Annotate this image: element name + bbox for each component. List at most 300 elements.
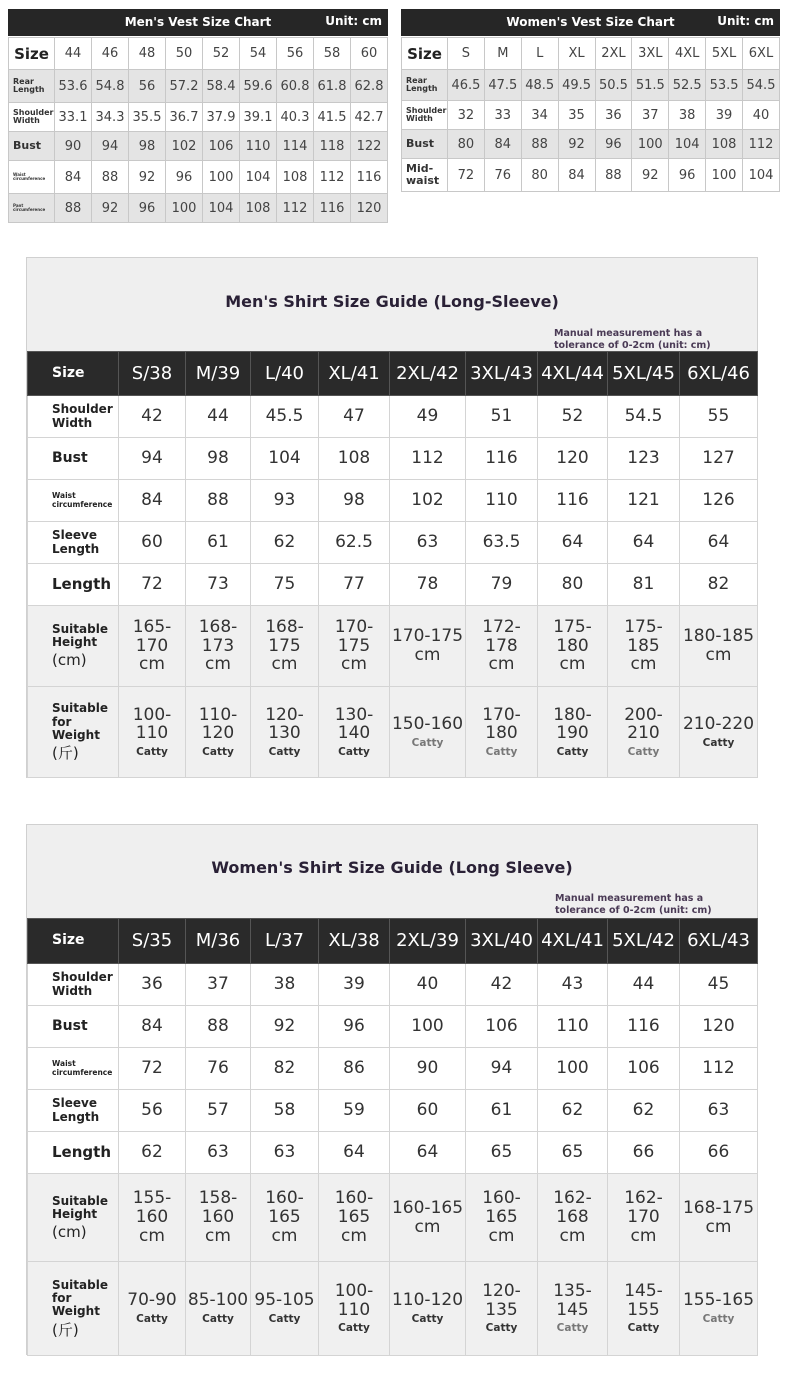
- height-range: 160-165: [482, 1188, 521, 1228]
- row-label: Shoulder Width: [28, 964, 119, 1006]
- value-cell: 39.1: [240, 103, 277, 132]
- row-label: Rear Length: [9, 70, 55, 103]
- height-range: 180-185: [682, 626, 755, 647]
- womens-vest-unit: Unit: cm: [717, 14, 774, 28]
- shirt-row-length: [28, 564, 758, 606]
- value-cell: 49.5: [558, 70, 595, 101]
- size-cell: 4XL/41: [538, 919, 608, 964]
- value-cell: 118: [314, 132, 351, 161]
- weight-range: 150-160: [391, 713, 464, 734]
- height-range: 172-178: [482, 616, 521, 656]
- value-cell: 98: [129, 132, 166, 161]
- mens-vest-table: [8, 37, 388, 223]
- value-cell: 104: [203, 194, 240, 223]
- weight-range: 120-130: [265, 704, 304, 744]
- value-cell: 39: [319, 964, 390, 1006]
- value-cell: 116: [538, 480, 608, 522]
- size-cell: 6XL/43: [680, 919, 758, 964]
- value-cell: 34: [521, 101, 558, 130]
- vest-row-mid-waist: [402, 159, 780, 192]
- size-cell: L: [521, 38, 558, 70]
- row-label: Bust: [28, 438, 119, 480]
- value-cell: 55: [680, 396, 758, 438]
- size-label: Size: [28, 352, 119, 396]
- womens-shirt-table: [27, 918, 758, 1356]
- height-unit: cm: [139, 1225, 165, 1246]
- weight-unit: Catty: [136, 745, 168, 758]
- height-unit: cm: [705, 1216, 732, 1237]
- mens-vest-title-bar: [8, 9, 388, 36]
- mens-shirt-table: [27, 351, 758, 778]
- shirt-row-waist-circumference: [28, 480, 758, 522]
- value-cell: 94: [119, 438, 186, 480]
- value-cell: 98: [319, 480, 390, 522]
- row-label: Bust: [402, 130, 448, 159]
- row-label: [28, 1174, 119, 1262]
- womens-vest-body: [402, 38, 780, 192]
- shirt-row-suitable-weight: [28, 687, 758, 778]
- value-cell: 98: [186, 438, 251, 480]
- weight-cell: [390, 687, 466, 778]
- weight-cell: [608, 687, 680, 778]
- value-cell: 123: [608, 438, 680, 480]
- value-cell: 43: [538, 964, 608, 1006]
- weight-unit-label: (斤): [52, 744, 79, 763]
- vest-row-bust: [9, 132, 388, 161]
- value-cell: 94: [92, 132, 129, 161]
- shirt-row-shoulder-width: [28, 964, 758, 1006]
- value-cell: 79: [466, 564, 538, 606]
- size-cell: 60: [351, 38, 388, 70]
- height-unit: cm: [139, 654, 165, 675]
- mens-shirt-panel: [26, 257, 758, 778]
- value-cell: 64: [680, 522, 758, 564]
- height-unit-label: (cm): [52, 1222, 87, 1241]
- value-cell: 104: [240, 161, 277, 194]
- value-cell: 75: [251, 564, 319, 606]
- value-cell: 100: [166, 194, 203, 223]
- value-cell: 104: [251, 438, 319, 480]
- height-cell: [538, 606, 608, 687]
- height-unit: cm: [630, 1225, 657, 1246]
- row-label: Rear Length: [402, 70, 448, 101]
- height-range: 162-170: [624, 1188, 663, 1228]
- size-cell: 3XL: [632, 38, 669, 70]
- value-cell: 100: [538, 1048, 608, 1090]
- height-unit: cm: [559, 654, 586, 675]
- size-cell: 3XL/40: [466, 919, 538, 964]
- height-unit: cm: [705, 645, 732, 665]
- height-range: 168-173: [198, 616, 238, 656]
- height-label: Suitable Height: [52, 1193, 108, 1221]
- height-label: Suitable Height: [52, 622, 108, 650]
- weight-cell: [466, 1262, 538, 1356]
- size-cell: 54: [240, 38, 277, 70]
- height-unit: cm: [271, 654, 298, 675]
- value-cell: 62: [608, 1090, 680, 1132]
- value-cell: 39: [706, 101, 743, 130]
- size-cell: L/37: [251, 919, 319, 964]
- value-cell: 64: [319, 1132, 390, 1174]
- size-label: Size: [402, 38, 448, 70]
- value-cell: 92: [251, 1006, 319, 1048]
- value-cell: 121: [608, 480, 680, 522]
- value-cell: 120: [538, 438, 608, 480]
- weight-cell: [390, 1262, 466, 1356]
- value-cell: 76: [484, 159, 521, 192]
- height-cell: [186, 1174, 251, 1262]
- weight-unit: Catty: [485, 1322, 518, 1335]
- height-unit: cm: [488, 1225, 515, 1246]
- weight-cell: [680, 1262, 758, 1356]
- weight-range: 170-180: [482, 704, 521, 744]
- value-cell: 66: [680, 1132, 758, 1174]
- height-range: 168-175: [265, 616, 304, 656]
- weight-unit: Catty: [556, 745, 589, 758]
- size-cell: XL/38: [319, 919, 390, 964]
- value-cell: 80: [521, 159, 558, 192]
- size-cell: M: [484, 38, 521, 70]
- height-unit: cm: [341, 654, 367, 675]
- value-cell: 116: [608, 1006, 680, 1048]
- value-cell: 116: [351, 161, 388, 194]
- value-cell: 88: [595, 159, 632, 192]
- size-cell: L/40: [251, 352, 319, 396]
- shirt-row-bust: [28, 438, 758, 480]
- shirt-row-bust: [28, 1006, 758, 1048]
- height-cell: [119, 1174, 186, 1262]
- value-cell: 42.7: [351, 103, 388, 132]
- size-cell: 44: [55, 38, 92, 70]
- value-cell: 108: [277, 161, 314, 194]
- shirt-row-sleeve-length: [28, 1090, 758, 1132]
- value-cell: 93: [251, 480, 319, 522]
- value-cell: 96: [595, 130, 632, 159]
- value-cell: 56: [129, 70, 166, 103]
- value-cell: 48.5: [521, 70, 558, 101]
- weight-unit: Catty: [411, 1313, 444, 1326]
- shirt-size-row: [28, 352, 758, 396]
- height-unit: cm: [559, 1225, 586, 1246]
- height-cell: [608, 606, 680, 687]
- height-range: 175-180: [553, 616, 592, 656]
- value-cell: 42: [466, 964, 538, 1006]
- value-cell: 38: [251, 964, 319, 1006]
- weight-range: 85-100: [187, 1290, 249, 1311]
- value-cell: 88: [55, 194, 92, 223]
- height-range: 162-168: [553, 1188, 592, 1228]
- mens-vest-body: [9, 38, 388, 223]
- size-cell: 58: [314, 38, 351, 70]
- value-cell: 72: [119, 1048, 186, 1090]
- weight-unit: Catty: [268, 1313, 301, 1326]
- value-cell: 92: [92, 194, 129, 223]
- row-label: [28, 606, 119, 687]
- value-cell: 88: [186, 480, 251, 522]
- value-cell: 116: [466, 438, 538, 480]
- value-cell: 61: [186, 522, 251, 564]
- value-cell: 88: [92, 161, 129, 194]
- womens-vest-title-bar: [401, 9, 780, 36]
- value-cell: 63.5: [466, 522, 538, 564]
- weight-range: 200-210: [624, 704, 663, 744]
- height-cell: [680, 1174, 758, 1262]
- weight-unit: Catty: [268, 745, 301, 758]
- value-cell: 53.6: [55, 70, 92, 103]
- vest-row-shoulder-width: [9, 103, 388, 132]
- row-label: Shoulder Width: [402, 101, 448, 130]
- value-cell: 52: [538, 396, 608, 438]
- value-cell: 50.5: [595, 70, 632, 101]
- value-cell: 60: [390, 1090, 466, 1132]
- value-cell: 102: [166, 132, 203, 161]
- value-cell: 54.5: [608, 396, 680, 438]
- weight-label: Suitable for Weight: [52, 1277, 108, 1319]
- weight-cell: [680, 687, 758, 778]
- height-unit: cm: [271, 1225, 298, 1246]
- height-cell: [390, 1174, 466, 1262]
- vest-row-bust: [402, 130, 780, 159]
- row-label: Shoulder Width: [28, 396, 119, 438]
- row-label: Length: [28, 1132, 119, 1174]
- size-label: Size: [9, 38, 55, 70]
- value-cell: 122: [351, 132, 388, 161]
- mens-shirt-body: [28, 352, 758, 778]
- value-cell: 35: [558, 101, 595, 130]
- value-cell: 56: [119, 1090, 186, 1132]
- value-cell: 58: [251, 1090, 319, 1132]
- height-unit: cm: [341, 1225, 367, 1246]
- value-cell: 86: [319, 1048, 390, 1090]
- value-cell: 66: [608, 1132, 680, 1174]
- value-cell: 106: [466, 1006, 538, 1048]
- height-unit-label: (cm): [52, 651, 87, 670]
- size-cell: S/38: [119, 352, 186, 396]
- height-range: 165-170: [132, 616, 172, 656]
- value-cell: 84: [119, 480, 186, 522]
- weight-cell: [186, 1262, 251, 1356]
- shirt-row-waist-circumference: [28, 1048, 758, 1090]
- weight-cell: [119, 1262, 186, 1356]
- row-label: Mid-waist: [402, 159, 448, 192]
- weight-range: 155-165: [682, 1290, 755, 1311]
- height-cell: [119, 606, 186, 687]
- mens-shirt-title: Men's Shirt Size Guide (Long-Sleeve): [225, 292, 559, 311]
- height-cell: [466, 1174, 538, 1262]
- weight-cell: [608, 1262, 680, 1356]
- weight-unit: Catty: [702, 1313, 735, 1326]
- value-cell: 120: [680, 1006, 758, 1048]
- value-cell: 90: [55, 132, 92, 161]
- value-cell: 81: [608, 564, 680, 606]
- value-cell: 61: [466, 1090, 538, 1132]
- value-cell: 60: [119, 522, 186, 564]
- value-cell: 92: [558, 130, 595, 159]
- weight-cell: [119, 687, 186, 778]
- value-cell: 42: [119, 396, 186, 438]
- value-cell: 108: [240, 194, 277, 223]
- value-cell: 62: [538, 1090, 608, 1132]
- weight-unit: Catty: [485, 745, 518, 758]
- size-cell: 2XL: [595, 38, 632, 70]
- shirt-row-suitable-height: [28, 1174, 758, 1262]
- size-cell: 2XL/39: [390, 919, 466, 964]
- value-cell: 33: [484, 101, 521, 130]
- value-cell: 92: [129, 161, 166, 194]
- value-cell: 88: [186, 1006, 251, 1048]
- row-label: Pant circumference: [9, 194, 55, 223]
- value-cell: 47.5: [484, 70, 521, 101]
- size-cell: 56: [277, 38, 314, 70]
- value-cell: 84: [119, 1006, 186, 1048]
- value-cell: 37: [186, 964, 251, 1006]
- value-cell: 45.5: [251, 396, 319, 438]
- value-cell: 84: [484, 130, 521, 159]
- height-cell: [390, 606, 466, 687]
- size-cell: 5XL: [706, 38, 743, 70]
- value-cell: 62: [251, 522, 319, 564]
- value-cell: 112: [277, 194, 314, 223]
- size-cell: 4XL/44: [538, 352, 608, 396]
- weight-cell: [251, 1262, 319, 1356]
- weight-cell: [186, 687, 251, 778]
- row-label: [28, 1262, 119, 1356]
- weight-range: 180-190: [553, 704, 592, 744]
- size-cell: 2XL/42: [390, 352, 466, 396]
- row-label: Shoulder Width: [9, 103, 55, 132]
- size-cell: 5XL/42: [608, 919, 680, 964]
- womens-shirt-panel: [26, 824, 758, 1355]
- mens-vest-unit: Unit: cm: [325, 14, 382, 28]
- value-cell: 35.5: [129, 103, 166, 132]
- value-cell: 45: [680, 964, 758, 1006]
- value-cell: 100: [632, 130, 669, 159]
- shirt-row-suitable-weight: [28, 1262, 758, 1356]
- height-range: 160-165: [265, 1188, 304, 1228]
- weight-cell: [538, 687, 608, 778]
- womens-shirt-title: Women's Shirt Size Guide (Long Sleeve): [211, 858, 573, 877]
- weight-range: 145-155: [624, 1281, 663, 1320]
- size-cell: S: [448, 38, 485, 70]
- weight-range: 120-135: [482, 1281, 521, 1320]
- height-cell: [251, 606, 319, 687]
- height-range: 170-175: [391, 626, 464, 647]
- height-cell: [319, 606, 390, 687]
- value-cell: 104: [669, 130, 706, 159]
- value-cell: 96: [319, 1006, 390, 1048]
- height-unit: cm: [414, 645, 441, 665]
- weight-unit: Catty: [136, 1313, 168, 1326]
- size-cell: S/35: [119, 919, 186, 964]
- vest-row-rear-length: [9, 70, 388, 103]
- height-cell: [251, 1174, 319, 1262]
- value-cell: 49: [390, 396, 466, 438]
- value-cell: 80: [448, 130, 485, 159]
- row-label: Bust: [9, 132, 55, 161]
- value-cell: 114: [277, 132, 314, 161]
- value-cell: 57: [186, 1090, 251, 1132]
- value-cell: 88: [521, 130, 558, 159]
- value-cell: 96: [129, 194, 166, 223]
- value-cell: 72: [448, 159, 485, 192]
- value-cell: 108: [706, 130, 743, 159]
- vest-size-row: [402, 38, 780, 70]
- weight-range: 130-140: [334, 704, 374, 744]
- weight-range: 95-105: [254, 1290, 315, 1311]
- value-cell: 46.5: [448, 70, 485, 101]
- value-cell: 51.5: [632, 70, 669, 101]
- shirt-row-length: [28, 1132, 758, 1174]
- value-cell: 106: [608, 1048, 680, 1090]
- height-cell: [466, 606, 538, 687]
- value-cell: 84: [55, 161, 92, 194]
- value-cell: 37: [632, 101, 669, 130]
- size-label: Size: [28, 919, 119, 964]
- height-unit: cm: [205, 1225, 231, 1246]
- height-range: 170-175: [334, 616, 374, 656]
- value-cell: 63: [390, 522, 466, 564]
- value-cell: 78: [390, 564, 466, 606]
- weight-range: 100-110: [334, 1281, 374, 1320]
- row-label: Bust: [28, 1006, 119, 1048]
- size-cell: 6XL/46: [680, 352, 758, 396]
- value-cell: 73: [186, 564, 251, 606]
- womens-shirt-note: Manual measurement has a tolerance of 0-2cm (unit: cm): [555, 893, 712, 916]
- height-cell: [319, 1174, 390, 1262]
- vest-row-shoulder-width: [402, 101, 780, 130]
- size-cell: 4XL: [669, 38, 706, 70]
- height-unit: cm: [205, 654, 231, 675]
- weight-cell: [466, 687, 538, 778]
- value-cell: 72: [119, 564, 186, 606]
- height-range: 160-165: [391, 1197, 464, 1218]
- value-cell: 110: [538, 1006, 608, 1048]
- size-cell: 3XL/43: [466, 352, 538, 396]
- shirt-size-row: [28, 919, 758, 964]
- weight-unit: Catty: [338, 1322, 370, 1335]
- value-cell: 40.3: [277, 103, 314, 132]
- weight-cell: [319, 1262, 390, 1356]
- value-cell: 112: [680, 1048, 758, 1090]
- height-unit: cm: [414, 1216, 441, 1237]
- height-range: 175-185: [624, 616, 663, 656]
- row-label: Sleeve Length: [28, 1090, 119, 1132]
- weight-range: 110-120: [391, 1290, 464, 1311]
- mens-vest-title: Men's Vest Size Chart: [124, 15, 272, 29]
- row-label: [28, 687, 119, 778]
- value-cell: 64: [608, 522, 680, 564]
- value-cell: 40: [390, 964, 466, 1006]
- value-cell: 58.4: [203, 70, 240, 103]
- height-range: 160-165: [334, 1188, 374, 1228]
- value-cell: 62.5: [319, 522, 390, 564]
- weight-range: 70-90: [127, 1290, 177, 1311]
- value-cell: 63: [680, 1090, 758, 1132]
- size-cell: 6XL: [743, 38, 780, 70]
- vest-row-rear-length: [402, 70, 780, 101]
- shirt-row-sleeve-length: [28, 522, 758, 564]
- height-unit: cm: [488, 654, 515, 675]
- value-cell: 110: [466, 480, 538, 522]
- value-cell: 44: [608, 964, 680, 1006]
- value-cell: 36.7: [166, 103, 203, 132]
- value-cell: 40: [743, 101, 780, 130]
- weight-unit-label: (斤): [52, 1320, 79, 1339]
- value-cell: 120: [351, 194, 388, 223]
- height-cell: [538, 1174, 608, 1262]
- value-cell: 54.5: [743, 70, 780, 101]
- weight-unit: Catty: [202, 745, 234, 758]
